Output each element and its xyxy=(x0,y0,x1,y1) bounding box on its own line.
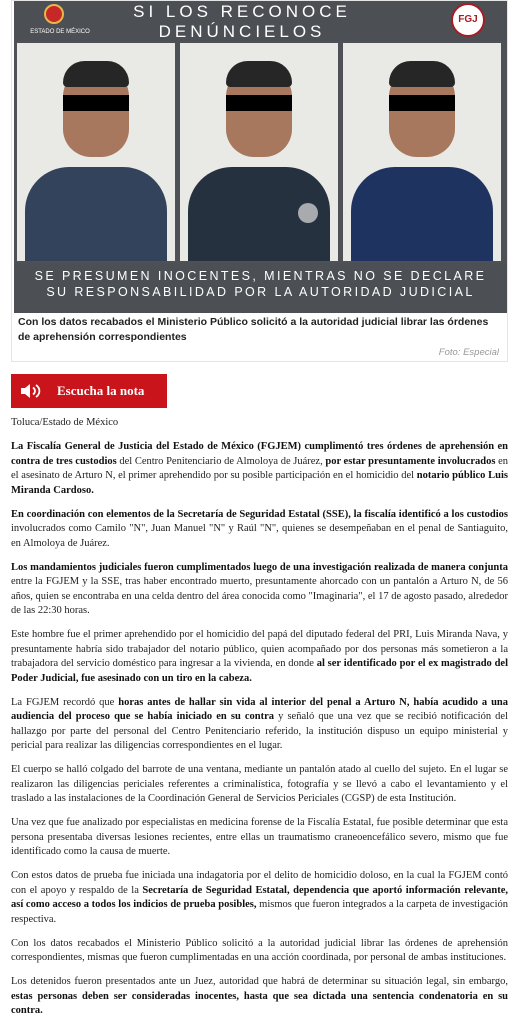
mugshot-panels xyxy=(17,43,504,261)
presumption-line-1: SE PRESUMEN INOCENTES, MIENTRAS NO SE DECLARE xyxy=(34,269,487,283)
mugshot-1 xyxy=(17,43,175,261)
paragraph-2: En coordinación con elementos de la Secretaría de Seguridad Estatal (SSE), la fiscalía identificó a los custodios involucrados como Camilo "N", Juan Manuel "N" y Raúl "N", quienes se desempeñaban en el penal de Santiaguito, en Almoloya de Juárez. xyxy=(11,508,508,549)
listen-button-label: Escucha la nota xyxy=(57,383,145,398)
article-body xyxy=(11,440,508,1024)
edomex-logo xyxy=(30,4,90,38)
photo-caption: Con los datos recabados el Ministerio Público solicitó a la autoridad judicial librar las órdenes de aprehensión correspondientes xyxy=(18,316,489,343)
mugshot-2 xyxy=(180,43,338,261)
presumption-line-2: SU RESPONSABILIDAD POR LA AUTORIDAD JUDICIAL xyxy=(46,285,475,299)
paragraph-5: La FGJEM recordó que horas antes de hallar sin vida al interior del penal a Arturo N, había acudido a una audiencia del proceso que se había iniciado en su contra y señaló que una vez que se recibió notificación del hallazgo por parte del personal del Centro Penitenciario referido, la institución dispuso un equipo ministerial y pericial para realizar las diligencias correspondientes en el lugar. xyxy=(11,696,508,751)
listen-button[interactable] xyxy=(11,374,167,408)
paragraph-1: La Fiscalía General de Justicia del Estado de México (FGJEM) cumplimentó tres órdenes de aprehensión en contra de tres custodios del Centro Penitenciario de Almoloya de Juárez, por estar presuntamente involucrados en el asesinato de Arturo N, el primer aprehendido por su posible participación en el homicidio del notario público Luis Miranda Cardoso. xyxy=(11,441,509,496)
photo-bottom-banner xyxy=(14,263,507,313)
paragraph-4: Este hombre fue el primer aprehendido por el homicidio del papá del diputado federal del PRI, Luis Miranda Nava, y presuntamente habría sido trabajador del notario público, quien acompañado por dos personas más sometieron a la trabajadora del servicio doméstico para ingresar a la vivienda, en donde al ser identificado por el ex magistrado del Poder Judicial, fue asesinado con un tiro en la cabeza. xyxy=(11,629,508,684)
paragraph-6: El cuerpo se halló colgado del barrote de una ventana, mediante un pantalón atado al cuello del sujeto. En el lugar se realizaron las diligencias periciales referentes a criminalística, fotografía y se llevó a cabo el levantamiento y el traslado a las instalaciones de la Coordinación General de Servicios Periciales (CGSP) de esta Institución. xyxy=(11,764,508,804)
photo-card xyxy=(11,0,508,362)
edomex-seal-icon xyxy=(44,4,64,24)
paragraph-9: Con los datos recabados el Ministerio Público solicitó a la autoridad judicial librar las órdenes de aprehensión correspondientes, mismas que fueron cumplimentadas en una acción coordinada, por personal de ambas instituciones. xyxy=(11,937,508,963)
badge-emblem-icon xyxy=(298,203,318,223)
paragraph-3: Los mandamientos judiciales fueron cumplimentados luego de una investigación realizada de manera conjunta entre la FGJEM y la SSE, tras haber encontrado muerto, presuntamente ahorcado con un pantalón a Arturo N, de 56 años, quien se encontraba en una celda dentro del área conocida como "Imaginaria", el 17 de agosto pasado, alrededor de las 22:30 horas. xyxy=(11,561,508,616)
paragraph-10: Los detenidos fueron presentados ante un Juez, autoridad que habrá de determinar su situación legal, sin embargo, estas personas deben ser consideradas inocentes, hasta que sea dictada una sentencia condenatoria en su contra. xyxy=(11,976,508,1016)
photo-top-banner xyxy=(14,1,507,41)
slogan-line-1: SI LOS RECONOCE DENÚNCIELOS xyxy=(133,2,351,41)
fgj-label: FGJ xyxy=(458,14,478,25)
censor-bar xyxy=(389,95,455,111)
suspects-photo[interactable] xyxy=(14,1,507,313)
dateline: Toluca/Estado de México xyxy=(11,417,119,428)
paragraph-7: Una vez que fue analizado por especialistas en medicina forense de la Fiscalía Estatal, fue posible determinar que esta persona presentaba diversas lesiones recientes, entre ellas un traumatismo craneoencefálico severo, mismo que fue identificado como la causa de muerte. xyxy=(11,817,508,857)
censor-bar xyxy=(63,95,129,111)
photo-credit: Foto: Especial xyxy=(438,347,499,358)
censor-bar xyxy=(226,95,292,111)
fgj-logo xyxy=(451,3,485,37)
speaker-icon xyxy=(19,381,43,401)
paragraph-8: Con estos datos de prueba fue iniciada una indagatoria por el delito de homicidio doloso, en la cual la FGJEM contó con el apoyo y respaldo de la Secretaría de Seguridad Estatal, dependencia que aportó información relevante, así como acceso a todos los indicios de prueba posibles, mismos que fueron integrados a la carpeta de investigación respectiva. xyxy=(11,870,508,925)
edomex-label: ESTADO DE MÉXICO xyxy=(30,29,90,35)
mugshot-3 xyxy=(343,43,501,261)
